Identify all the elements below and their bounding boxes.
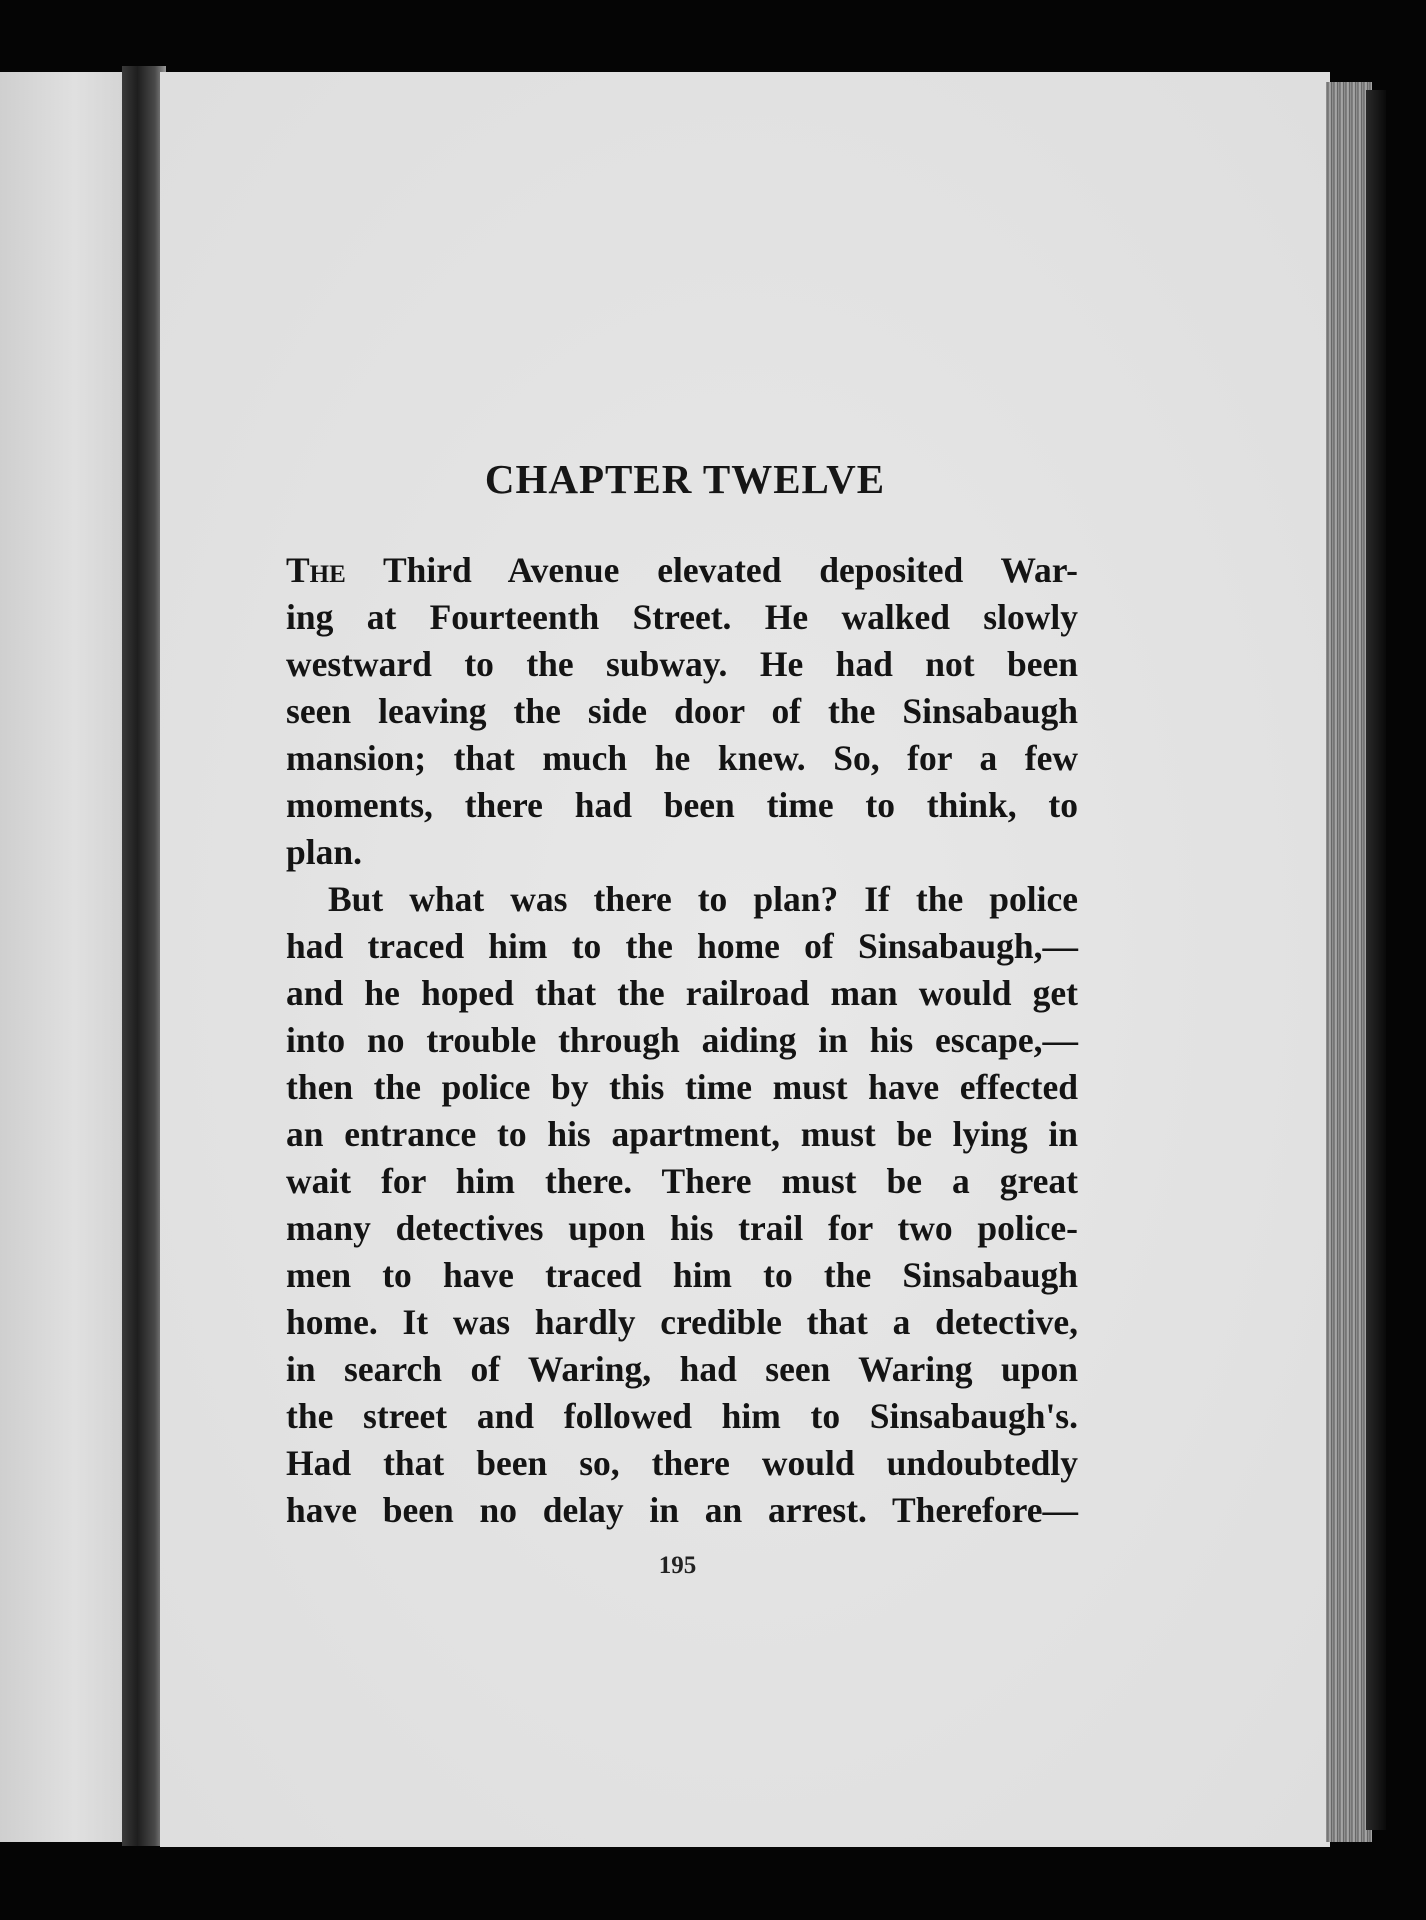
book-cover-edge	[1366, 90, 1386, 1830]
text-line: then the police by this time must have effected	[286, 1067, 1078, 1107]
text-line: Had that been so, there would undoubtedly	[286, 1443, 1078, 1483]
text-line: had traced him to the home of Sinsabaugh,—	[286, 926, 1078, 966]
text-line: many detectives upon his trail for two police-	[286, 1208, 1078, 1248]
text-line: seen leaving the side door of the Sinsabaugh	[286, 691, 1078, 731]
text-line: and he hoped that the railroad man would get	[286, 973, 1078, 1013]
text-line: moments, there had been time to think, to	[286, 785, 1078, 825]
text-line: in search of Waring, had seen Waring upon	[286, 1349, 1078, 1389]
drop-word: The	[286, 550, 346, 590]
body-text	[286, 547, 1078, 1534]
text-line: mansion; that much he knew. So, for a few	[286, 738, 1078, 778]
page-number: 195	[658, 1552, 697, 1579]
text-line: an entrance to his apartment, must be lying in	[286, 1114, 1078, 1154]
text-line: plan.	[286, 832, 362, 872]
text-line: ing at Fourteenth Street. He walked slowly	[286, 597, 1078, 637]
previous-page-edge	[0, 72, 124, 1842]
text-line: westward to the subway. He had not been	[286, 644, 1078, 684]
text-line: the street and followed him to Sinsabaugh's.	[286, 1396, 1078, 1436]
text-line: have been no delay in an arrest. Therefore—	[286, 1490, 1078, 1530]
text-line: men to have traced him to the Sinsabaugh	[286, 1255, 1078, 1295]
text-line: But what was there to plan? If the police	[328, 879, 1078, 919]
text-line: into no trouble through aiding in his escape,—	[286, 1020, 1078, 1060]
chapter-title: CHAPTER TWELVE	[484, 456, 886, 502]
text-line: home. It was hardly credible that a detective,	[286, 1302, 1078, 1342]
text-line: The Third Avenue elevated deposited War-	[286, 550, 1078, 590]
text-line: wait for him there. There must be a great	[286, 1161, 1078, 1201]
